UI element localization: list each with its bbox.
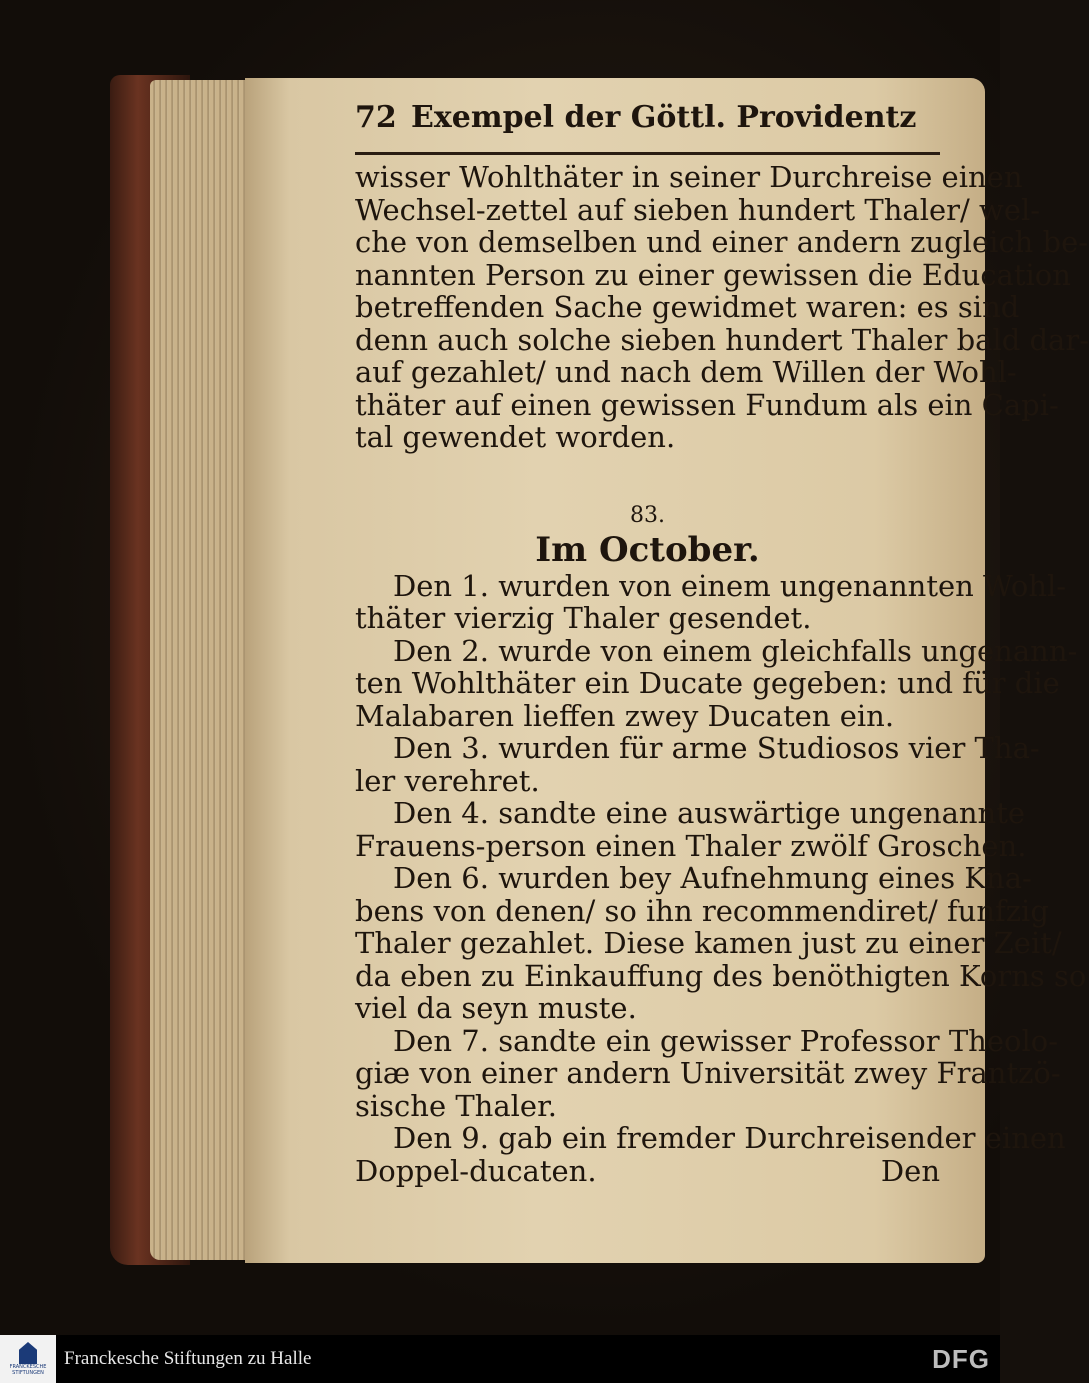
franckesche-stiftungen-logo[interactable]: [0, 1335, 56, 1383]
paragraph-continued: [355, 160, 1089, 454]
catchword: Den: [880, 1153, 940, 1188]
logo-text-1: FRANCKESCHE: [9, 1364, 47, 1370]
text-line: ten Wohlthäter ein Ducate gegeben: und für die: [355, 666, 1060, 700]
building-icon: [19, 1342, 37, 1364]
text-line: nannten Person zu einer gewissen die Education: [355, 257, 1071, 292]
text-line: Wechsel-zettel auf sieben hundert Thaler/ wel-: [355, 192, 1041, 227]
entry-6: [355, 861, 1087, 1025]
text-line: Den 7. sandte ein gewisser Professor Theolo-: [393, 1023, 1059, 1058]
entry-3: [355, 731, 1040, 798]
logo-text-2: STIFTUNGEN: [12, 1370, 44, 1376]
text-line: Den 4. sandte eine auswärtige ungenannte: [393, 796, 1026, 830]
section-title: Im October.: [535, 529, 760, 570]
running-header: [355, 100, 940, 155]
text-line: thäter vierzig Thaler gesendet.: [355, 601, 812, 635]
text-line: betreffenden Sache gewidmet waren: es sind: [355, 290, 1020, 324]
entry-2: [355, 633, 1078, 733]
text-line: Den 9. gab ein fremder Durchreisender einen: [393, 1121, 1066, 1155]
text-line: tal gewendet worden.: [355, 420, 676, 454]
page-number: 72: [355, 100, 397, 135]
entry-4: [355, 796, 1027, 863]
text-line: bens von denen/ so ihn recommendiret/ funfzig: [355, 893, 1049, 928]
running-title: Exempel der Göttl. Providentz: [411, 100, 917, 135]
institution-name: Franckesche Stiftungen zu Halle: [64, 1348, 312, 1369]
text-line: Den 3. wurden für arme Studiosos vier Tha-: [393, 731, 1040, 765]
text-line: Thaler gezahlet. Diese kamen just zu einer Zeit/: [355, 926, 1062, 960]
entry-7: [355, 1023, 1061, 1123]
entry-9: [355, 1121, 1066, 1188]
text-line: sische Thaler.: [355, 1088, 557, 1123]
text-line: che von demselben und einer andern zugleich be-: [355, 225, 1089, 259]
section-number: 83.: [630, 502, 665, 528]
text-line: giæ von einer andern Universität zwey Frantzö-: [355, 1056, 1061, 1090]
text-line: viel da seyn muste.: [355, 991, 637, 1025]
text-line: Den 6. wurden bey Aufnehmung eines Kna-: [393, 861, 1032, 895]
text-line: Den 1. wurden von einem ungenannten Wohl-: [393, 568, 1067, 603]
text-line: denn auch solche sieben hundert Thaler bald dar-: [355, 322, 1089, 357]
viewer-footer: [0, 1335, 1000, 1383]
text-line: Doppel-ducaten.: [355, 1153, 597, 1188]
text-line: thäter auf einen gewissen Fundum als ein Capi-: [355, 387, 1059, 422]
dfg-logo[interactable]: DFG: [932, 1343, 990, 1374]
page-text: [355, 100, 1089, 1188]
last-line-with-catchword: [355, 1155, 940, 1188]
text-line: wisser Wohlthäter in seiner Durchreise einen: [355, 160, 1023, 194]
text-line: ler verehret.: [355, 763, 540, 798]
text-line: Frauens-person einen Thaler zwölf Groschen.: [355, 828, 1027, 863]
text-line: auf gezahlet/ und nach dem Willen der Wohl-: [355, 355, 1017, 389]
text-line: Den 2. wurde von einem gleichfalls ungenann-: [393, 633, 1078, 668]
entry-1: [355, 568, 1067, 635]
page-edges: [150, 80, 260, 1260]
text-line: da eben zu Einkauffung des benöthigten Korns so: [355, 958, 1087, 993]
text-line: Malabaren lieffen zwey Ducaten ein.: [355, 698, 895, 733]
